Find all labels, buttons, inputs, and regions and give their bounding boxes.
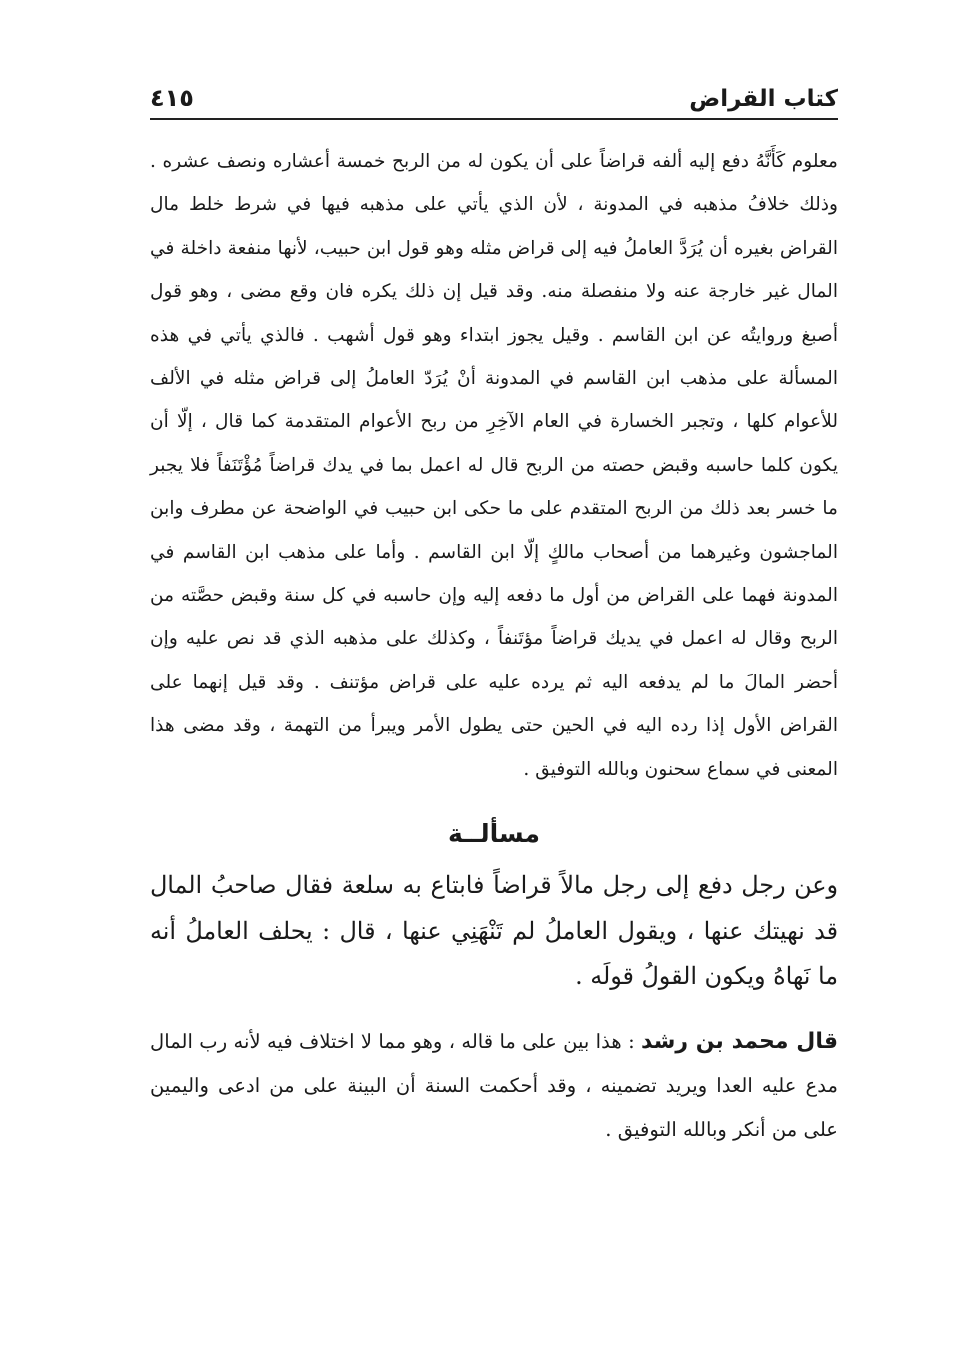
question-paragraph: وعن رجل دفع إلى رجل مالاً قراضاً فابتاع به سلعة فقال صاحبُ المال قد نهيتك عنها ، ويقول العاملُ لم تَنْهَنِي عنها ، قال : يحلف العاملُ أنه ما نَهاهُ ويكون القولُ قولَه . — [150, 871, 838, 991]
body-text — [150, 140, 838, 1152]
main-paragraph: معلوم كَأَنَّهُ دفع إليه ألفه قراضاً على أن يكون له من الربح خمسة أعشاره ونصف عشره . وذلك خلافُ مذهبه في المدونة ، لأن الذي يأتي على مذهبه فيها في شرط خلط مال القراض بغيره أن يُرَدَّ العاملُ فيه إلى قراض مثله وهو قول ابن حبيب، لأنها منفعة داخلة في المال غير خارجة عنه ولا منفصلة منه. وقد قيل إن ذلك يكره فان وقع مضى ، وهو قول أصبغ وروايتُه عن ابن القاسم . وقيل يجوز ابتداء وهو قول أشهب . فالذي يأتي في هذه المسألة على مذهب ابن القاسم في المدونة أنْ يُرَدّ العاملُ إلى قراض مثله في الألف للأعوام كلها ، وتجبر الخسارة في العام الآخِرِ من ربح الأعوام المتقدمة كما قال ، إلّا أن يكون كلما حاسبه وقبض حصته من الربح قال له اعمل بما في يدك قراضاً مُؤْتَنَفاً فلا يجبر ما خسر بعد ذلك من الربح المتقدم على ما حكى ابن حبيب في الواضحة عن مطرف وابن الماجشون وغيرهما من أصحاب مالكٍ إلّا ابن القاسم . وأما على مذهب ابن القاسم في المدونة فهما على القراض من أول ما دفعه إليه وإن حاسبه في كل سنة وقبض حصَّته من الربح وقال له اعمل في يديك قراضاً مؤتَنفاً ، وكذلك على مذهبه الذي قد نص عليه وإن أحضر المالَ ما لم يدفعه اليه ثم يرده عليه على قراض مؤتنف . وقد قيل إنهما على القراض الأول إذا رده اليه في الحين حتى يطول الأمر ويبرأ من التهمة ، وقد مضى هذا المعنى في سماع سحنون وبالله التوفيق . — [150, 151, 838, 780]
answer-text: : هذا بين على ما قاله ، وهو مما لا اختلاف فيه لأنه رب المال مدع عليه العدا ويريد تضمينه ، وقد أحكمت السنة أن البينة على من ادعى واليمين على من أنكر وبالله التوفيق . — [150, 1029, 838, 1141]
page-number: ٤١٥ — [150, 84, 194, 112]
section-heading: مسألــة — [448, 819, 540, 849]
book-title: كتاب القراض — [689, 86, 838, 112]
answer-speaker: قال محمد بن رشد — [641, 1028, 839, 1054]
header-divider — [150, 118, 838, 120]
page-header — [150, 72, 838, 112]
answer-paragraph — [150, 1020, 838, 1152]
